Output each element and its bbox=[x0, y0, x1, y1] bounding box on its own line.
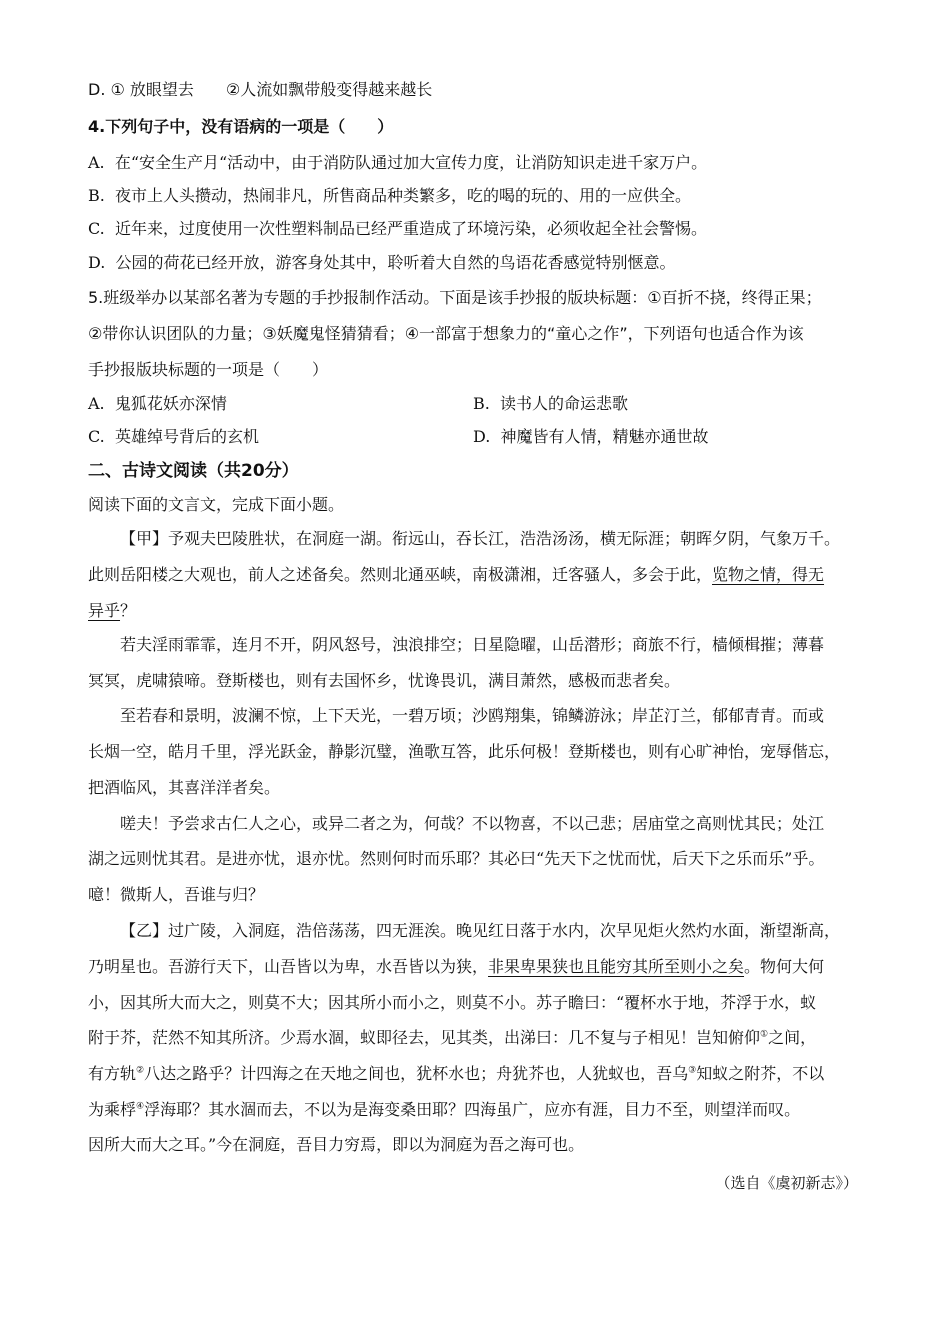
q5-option-b bbox=[473, 393, 628, 415]
passage-jia-p3-line1: 至若春和景明，波澜不惊，上下天光，一碧万顷；沙鸥翔集，锦鳞游泳；岸芷汀兰，郁郁青青。而或 bbox=[120, 706, 825, 725]
underlined-sentence: 览物之情，得无 bbox=[712, 565, 825, 584]
passage-jia-p3-line3: 把酒临风，其喜洋洋者矣。 bbox=[88, 778, 281, 797]
q5-option-d bbox=[473, 426, 709, 448]
option-text: 神魔皆有人情，精魅亦通世故 bbox=[500, 427, 709, 446]
q4-option-d bbox=[88, 252, 676, 274]
passage-yi-line7: 因所大而大之耳。”今在洞庭，吾目力穷焉，即以为洞庭为吾之海可也。 bbox=[88, 1135, 585, 1154]
passage-text: 附于芥，茫然不知其所济。少焉水涸，蚁即径去，见其类，出涕曰：几不复与子相见！岂知俯仰 bbox=[88, 1028, 761, 1047]
footnote-marker: ③ bbox=[688, 1065, 697, 1076]
passage-jia-p1-line2 bbox=[88, 564, 824, 586]
passage-yi-line1: 【乙】过广陵，入洞庭，浩倍荡荡，四无涯涘。晚见红日落于水内，次早见炬火然灼水面，渐望渐高， bbox=[120, 921, 841, 940]
q4-option-c bbox=[88, 218, 707, 240]
option-text: ① 放眼望去 ②人流如飘带般变得越来越长 bbox=[110, 80, 433, 99]
question-4-stem: 4.下列句子中，没有语病的一项是（ ） bbox=[88, 117, 394, 136]
option-text: 读书人的命运悲歌 bbox=[500, 394, 629, 413]
underlined-sentence: 非果卑果狭也且能穷其所至则小之矣 bbox=[488, 957, 745, 976]
question-5-stem-line1: 5.班级举办以某部名著为专题的手抄报制作活动。下面是该手抄报的版块标题：①百折不挠，终得正果； bbox=[88, 288, 822, 307]
underlined-sentence: 异乎 bbox=[88, 601, 121, 620]
option-text: 夜市上人头攒动，热闹非凡，所售商品种类繁多，吃的喝的玩的、用的一应供全。 bbox=[115, 186, 692, 205]
passage-text: 。物何大何 bbox=[744, 957, 825, 976]
option-text: 公园的荷花已经开放，游客身处其中，聆听着大自然的鸟语花香感觉特别惬意。 bbox=[115, 253, 676, 272]
option-text: 近年来，过度使用一次性塑料制品已经严重造成了环境污染，必须收起全社会警惕。 bbox=[114, 219, 707, 238]
section-heading: 二、古诗文阅读（共20分） bbox=[88, 461, 299, 481]
footnote-marker: ④ bbox=[136, 1101, 145, 1112]
passage-text: 乃明星也。吾游行天下，山吾皆以为卑，水吾皆以为狭， bbox=[88, 957, 489, 976]
passage-jia-p4-line1: 嗟夫！予尝求古仁人之心，或异二者之为，何哉？不以物喜，不以己悲；居庙堂之高则忧其民；处江 bbox=[120, 814, 825, 833]
question-5-stem-line3: 手抄报版块标题的一项是（ ） bbox=[88, 360, 329, 379]
passage-jia-p1-line1: 【甲】予观夫巴陵胜状，在洞庭一湖。衔远山，吞长江，浩浩汤汤，横无际涯；朝晖夕阴，气象万千。 bbox=[120, 529, 841, 548]
section-instruction: 阅读下面的文言文，完成下面小题。 bbox=[88, 495, 345, 514]
passage-text: 有方轨 bbox=[88, 1064, 137, 1083]
option-label: B. bbox=[473, 394, 490, 413]
passage-yi-line5 bbox=[88, 1063, 824, 1085]
option-text: 鬼狐花妖亦深情 bbox=[114, 394, 227, 413]
option-label: A. bbox=[88, 394, 105, 413]
option-text: 英雄绰号背后的玄机 bbox=[114, 427, 259, 446]
option-label: D. bbox=[473, 427, 491, 446]
passage-text: ？ bbox=[120, 601, 137, 620]
passage-jia-p2-line2: 冥冥，虎啸猿啼。登斯楼也，则有去国怀乡，忧谗畏讥，满目萧然，感极而悲者矣。 bbox=[88, 671, 681, 690]
option-text: 在“安全生产月“活动中，由于消防队通过加大宣传力度，让消防知识走进千家万户。 bbox=[114, 153, 708, 172]
passage-text: 八达之路乎？计四海之在天地之间也，犹杯水也；舟犹芥也，人犹蚁也，吾乌 bbox=[144, 1064, 689, 1083]
passage-jia-p3-line2: 长烟一空，皓月千里，浮光跃金，静影沉璧，渔歌互答，此乐何极！登斯楼也，则有心旷神怡，宠辱偕忘， bbox=[88, 742, 841, 761]
q5-option-a bbox=[88, 393, 227, 415]
question-5-stem-line2: ②带你认识团队的力量；③妖魔鬼怪猜猜看；④一部富于想象力的“童心之作”，下列语句也适合作为该 bbox=[88, 324, 804, 343]
q4-option-a bbox=[88, 152, 707, 174]
passage-jia-p4-line2: 湖之远则忧其君。是进亦忧，退亦忧。然则何时而乐耶？其必曰“先天下之忧而忧，后天下之乐而乐”乎。 bbox=[88, 849, 825, 868]
passage-text: 浮海耶？其水涸而去，不以为是海变桑田耶？四海虽广，应亦有涯，目力不至，则望洋而叹。 bbox=[144, 1100, 801, 1119]
option-label: A. bbox=[88, 153, 105, 172]
option-label: C. bbox=[88, 219, 105, 238]
q5-option-c bbox=[88, 426, 259, 448]
passage-jia-p4-line3: 噫！微斯人，吾谁与归？ bbox=[88, 885, 265, 904]
footnote-marker: ② bbox=[136, 1065, 145, 1076]
passage-yi-line4 bbox=[88, 1027, 816, 1049]
passage-text: 之间， bbox=[768, 1028, 817, 1047]
passage-jia-p2-line1: 若夫淫雨霏霏，连月不开，阴风怒号，浊浪排空；日星隐曜，山岳潜形；商旅不行，樯倾楫摧；薄暮 bbox=[120, 635, 825, 654]
option-label: D. bbox=[88, 253, 106, 272]
option-label: D. bbox=[88, 80, 106, 99]
passage-yi-line6 bbox=[88, 1099, 800, 1121]
passage-text: 知蚁之附芥，不以 bbox=[696, 1064, 825, 1083]
option-label: B. bbox=[88, 186, 105, 205]
passage-yi-line2 bbox=[88, 956, 824, 978]
passage-text: 为乘桴 bbox=[88, 1100, 137, 1119]
passage-text: 此则岳阳楼之大观也，前人之述备矣。然则北通巫峡，南极潇湘，迁客骚人，多会于此， bbox=[88, 565, 713, 584]
q4-option-b bbox=[88, 185, 691, 207]
footnote-marker: ① bbox=[760, 1029, 769, 1040]
passage-yi-line3: 小，因其所大而大之，则莫不大；因其所小而小之，则莫不小。苏子瞻曰：“覆杯水于地，芥浮于水，蚁 bbox=[88, 993, 817, 1012]
option-label: C. bbox=[88, 427, 105, 446]
q3-option-d bbox=[88, 79, 432, 101]
passage-source: （选自《虞初新志》） bbox=[715, 1174, 858, 1192]
passage-jia-p1-line3 bbox=[88, 600, 136, 622]
